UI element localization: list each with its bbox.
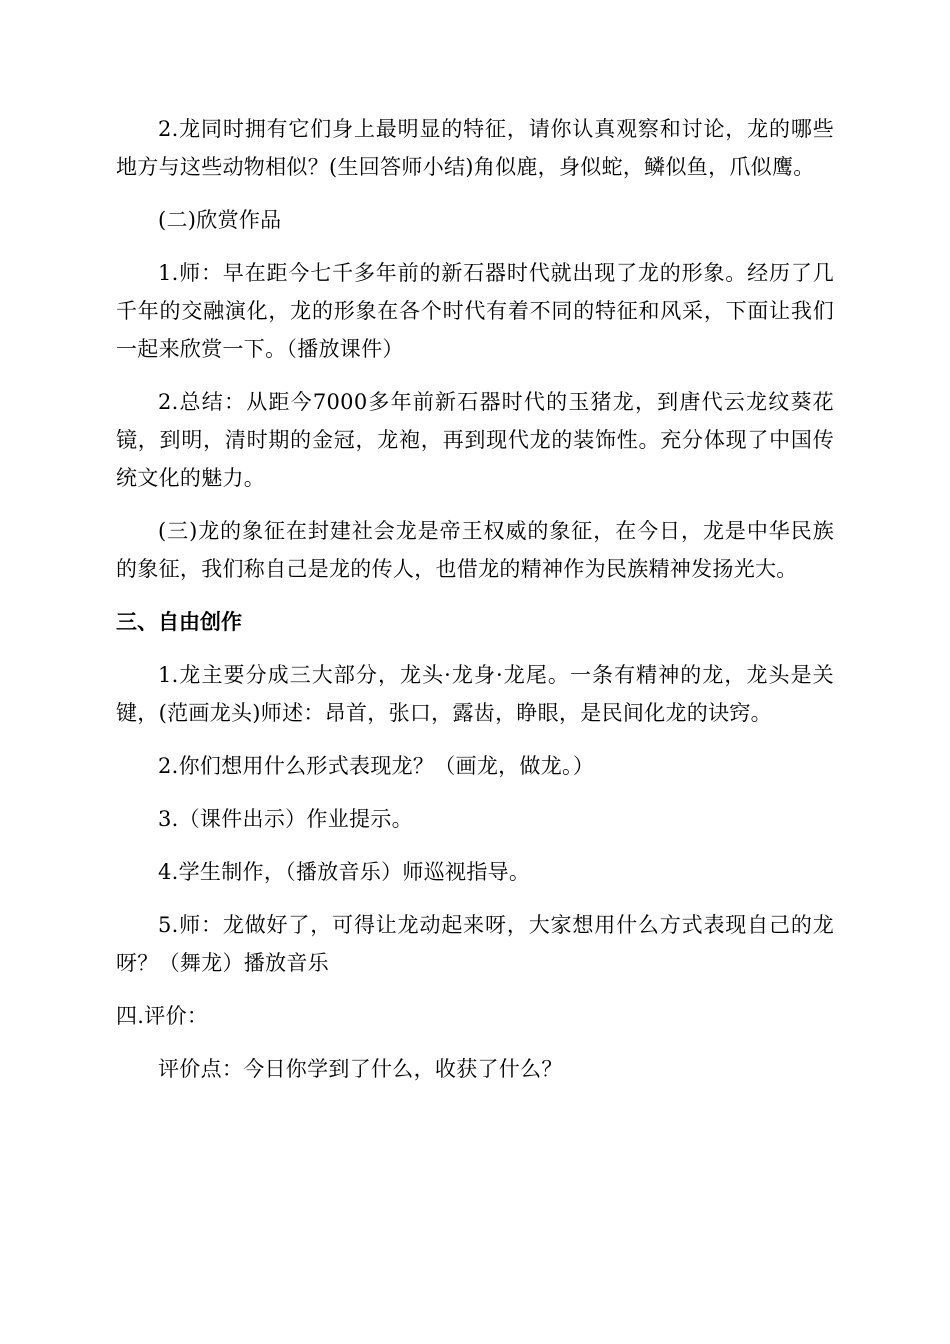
- paragraph-dragon-parts: 1.龙主要分成三大部分，龙头·龙身·龙尾。一条有精神的龙，龙头是关键，(范画龙头)师述：昂首，张口，露齿，睁眼，是民间化龙的诀窍。: [116, 663, 834, 725]
- document-page: [116, 110, 834, 1103]
- section-appreciate-works: (二)欣赏作品: [158, 208, 282, 232]
- paragraph-dragon-symbol: (三)龙的象征在封建社会龙是帝王权威的象征，在今日，龙是中华民族的象征，我们称自己是龙的传人，也借龙的精神作为民族精神发扬光大。: [116, 519, 834, 581]
- heading-evaluation: 四.评价：: [116, 1004, 209, 1028]
- paragraph-dragon-features: 2.龙同时拥有它们身上最明显的特征，请你认真观察和讨论，龙的哪些地方与这些动物相似？(生回答师小结)角似鹿，身似蛇，鳞似鱼，爪似鹰。: [116, 117, 834, 179]
- paragraph-evaluation-point: 评价点：今日你学到了什么，收获了什么？: [158, 1057, 563, 1081]
- paragraph-teacher-intro: 1.师：早在距今七千多年前的新石器时代就出现了龙的形象。经历了几千年的交融演化，龙的形象在各个时代有着不同的特征和风采，下面让我们一起来欣赏一下。（播放课件）: [116, 261, 834, 361]
- paragraph-form-question: 2.你们想用什么形式表现龙？（画龙，做龙。）: [158, 754, 595, 778]
- paragraph-homework-hint: 3.（课件出示）作业提示。: [158, 807, 413, 831]
- paragraph-summary: 2.总结：从距今7000多年前新石器时代的玉猪龙，到唐代云龙纹葵花镜，到明，清时期的金冠，龙袍，再到现代龙的装饰性。充分体现了中国传统文化的魅力。: [116, 390, 834, 490]
- paragraph-student-work: 4.学生制作，（播放音乐）师巡视指导。: [158, 860, 531, 884]
- heading-free-creation: 三、自由创作: [116, 610, 242, 634]
- paragraph-dragon-dance: 5.师：龙做好了，可得让龙动起来呀，大家想用什么方式表现自己的龙呀？（舞龙）播放音乐: [116, 913, 834, 975]
